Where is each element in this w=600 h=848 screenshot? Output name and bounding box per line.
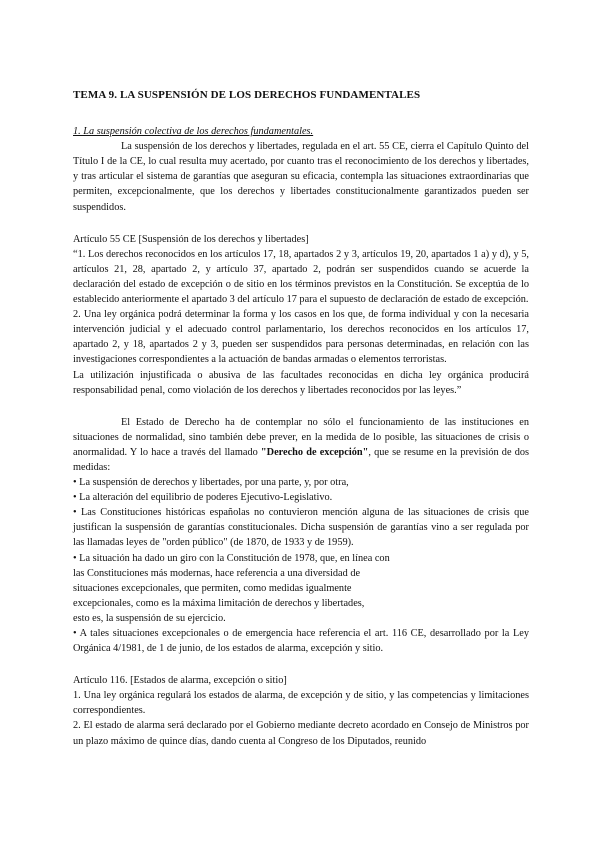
document-page: [73, 88, 529, 749]
article-116-paragraph-2: 2. El estado de alarma será declarado por el Gobierno mediante decreto acordado en Consejo de Ministros por un plazo máximo de quince días, dando cuenta al Congreso de los Diputados, reunido: [73, 720, 529, 747]
bullet-4-line: • La situación ha dado un giro con la Constitución de 1978, que, en línea con: [73, 552, 390, 564]
bullet-item-1: • La suspensión de derechos y libertades, por una parte, y, por otra,: [73, 477, 349, 489]
section-heading: 1. La suspensión colectiva de los derechos fundamentales.: [73, 126, 314, 138]
derecho-excepcion-term: "Derecho de excepción": [260, 446, 369, 458]
estado-text-before: El Estado de Derecho ha de contemplar no sólo el funcionamiento de las instituciones en situaciones de normalidad, sino también debe prever, en la medida de lo posible, las situaciones de crisis o anormalidad. Y lo hace a través del llamado: [73, 416, 529, 458]
intro-paragraph: La suspensión de los derechos y libertades, regulada en el art. 55 CE, cierra el Capítulo Quinto del Título I de la CE, lo cual resulta muy acertado, por cuanto tras el reconocimiento de los derechos y libertades, y tras articular el sistema de garantías que aseguran su eficacia, contempla las situaciones extraordinarias que permiten, excepcionalmente, que los derechos y libertades constitucionalmente garantizados pueden ser suspendidos.: [73, 141, 529, 213]
article-116-paragraph-1: 1. Una ley orgánica regulará los estados de alarma, de excepción y de sitio, y las competencias y limitaciones correspondientes.: [73, 690, 529, 717]
article-116-heading: Artículo 116. [Estados de alarma, excepción o sitio]: [73, 675, 287, 687]
document-title: TEMA 9. LA SUSPENSIÓN DE LOS DERECHOS FUNDAMENTALES: [73, 89, 421, 101]
bullet-item-2: • La alteración del equilibrio de poderes Ejecutivo-Legislativo.: [73, 492, 333, 504]
bullet-4-line: situaciones excepcionales, que permiten, como medidas igualmente: [73, 582, 352, 594]
bullet-item-5: • A tales situaciones excepcionales o de emergencia hace referencia el art. 116 CE, desarrollado por la Ley Orgánica 4/1981, de 1 de junio, de los estados de alarma, excepción y sitio.: [73, 628, 529, 655]
bullet-item-4: [73, 551, 529, 626]
bullet-item-3: • Las Constituciones históricas españolas no contuvieron mención alguna de las situaciones de crisis que justifican la suspensión de garantías constitucionales. Dicha suspensión de garantías vino a ser regulada por las llamadas leyes de "orden público" (de 1870, de 1933 y de 1959).: [73, 507, 529, 549]
article-55-paragraph-1: “1. Los derechos reconocidos en los artículos 17, 18, apartados 2 y 3, artículos 19, 20, apartados 1 a) y d), y 5, artículos 21, 28, apartado 2, y artículo 37, apartado 2, podrán ser suspendidos cuando se acuerde la declaración del estado de excepción o de sitio en los términos previstos en la Constitución. Se exceptúa de lo establecido anteriormente el apartado 3 del artículo 17 para el supuesto de declaración de estado de excepción.: [73, 248, 529, 306]
article-55-heading: Artículo 55 CE [Suspensión de los derechos y libertades]: [73, 233, 309, 245]
spacer: [73, 656, 529, 673]
bullet-4-line: esto es, la suspensión de su ejercicio.: [73, 612, 226, 624]
article-55-paragraph-2: 2. Una ley orgánica podrá determinar la forma y los casos en los que, de forma individual y con la necesaria intervención judicial y el adecuado control parlamentario, los derechos reconocidos en los artículos 17, apartado 2, y 18, apartados 2 y 3, pueden ser suspendidos para personas determinadas, en relación con las investigaciones correspondientes a la actuación de bandas armadas o elementos terroristas.: [73, 309, 529, 366]
article-55-paragraph-3: La utilización injustificada o abusiva de las facultades reconocidas en dicha ley orgánica producirá responsabilidad penal, como violación de los derechos y libertades reconocidos por las leyes.”: [73, 369, 529, 396]
spacer: [73, 215, 529, 232]
bullet-4-line: las Constituciones más modernas, hace referencia a una diversidad de: [73, 567, 361, 579]
bullet-4-line: excepcionales, como es la máxima limitación de derechos y libertades,: [73, 597, 365, 609]
estado-derecho-paragraph: [73, 415, 529, 475]
spacer: [73, 398, 529, 415]
estado-text-after: , que se resume en la previsión de dos medidas:: [73, 446, 529, 473]
